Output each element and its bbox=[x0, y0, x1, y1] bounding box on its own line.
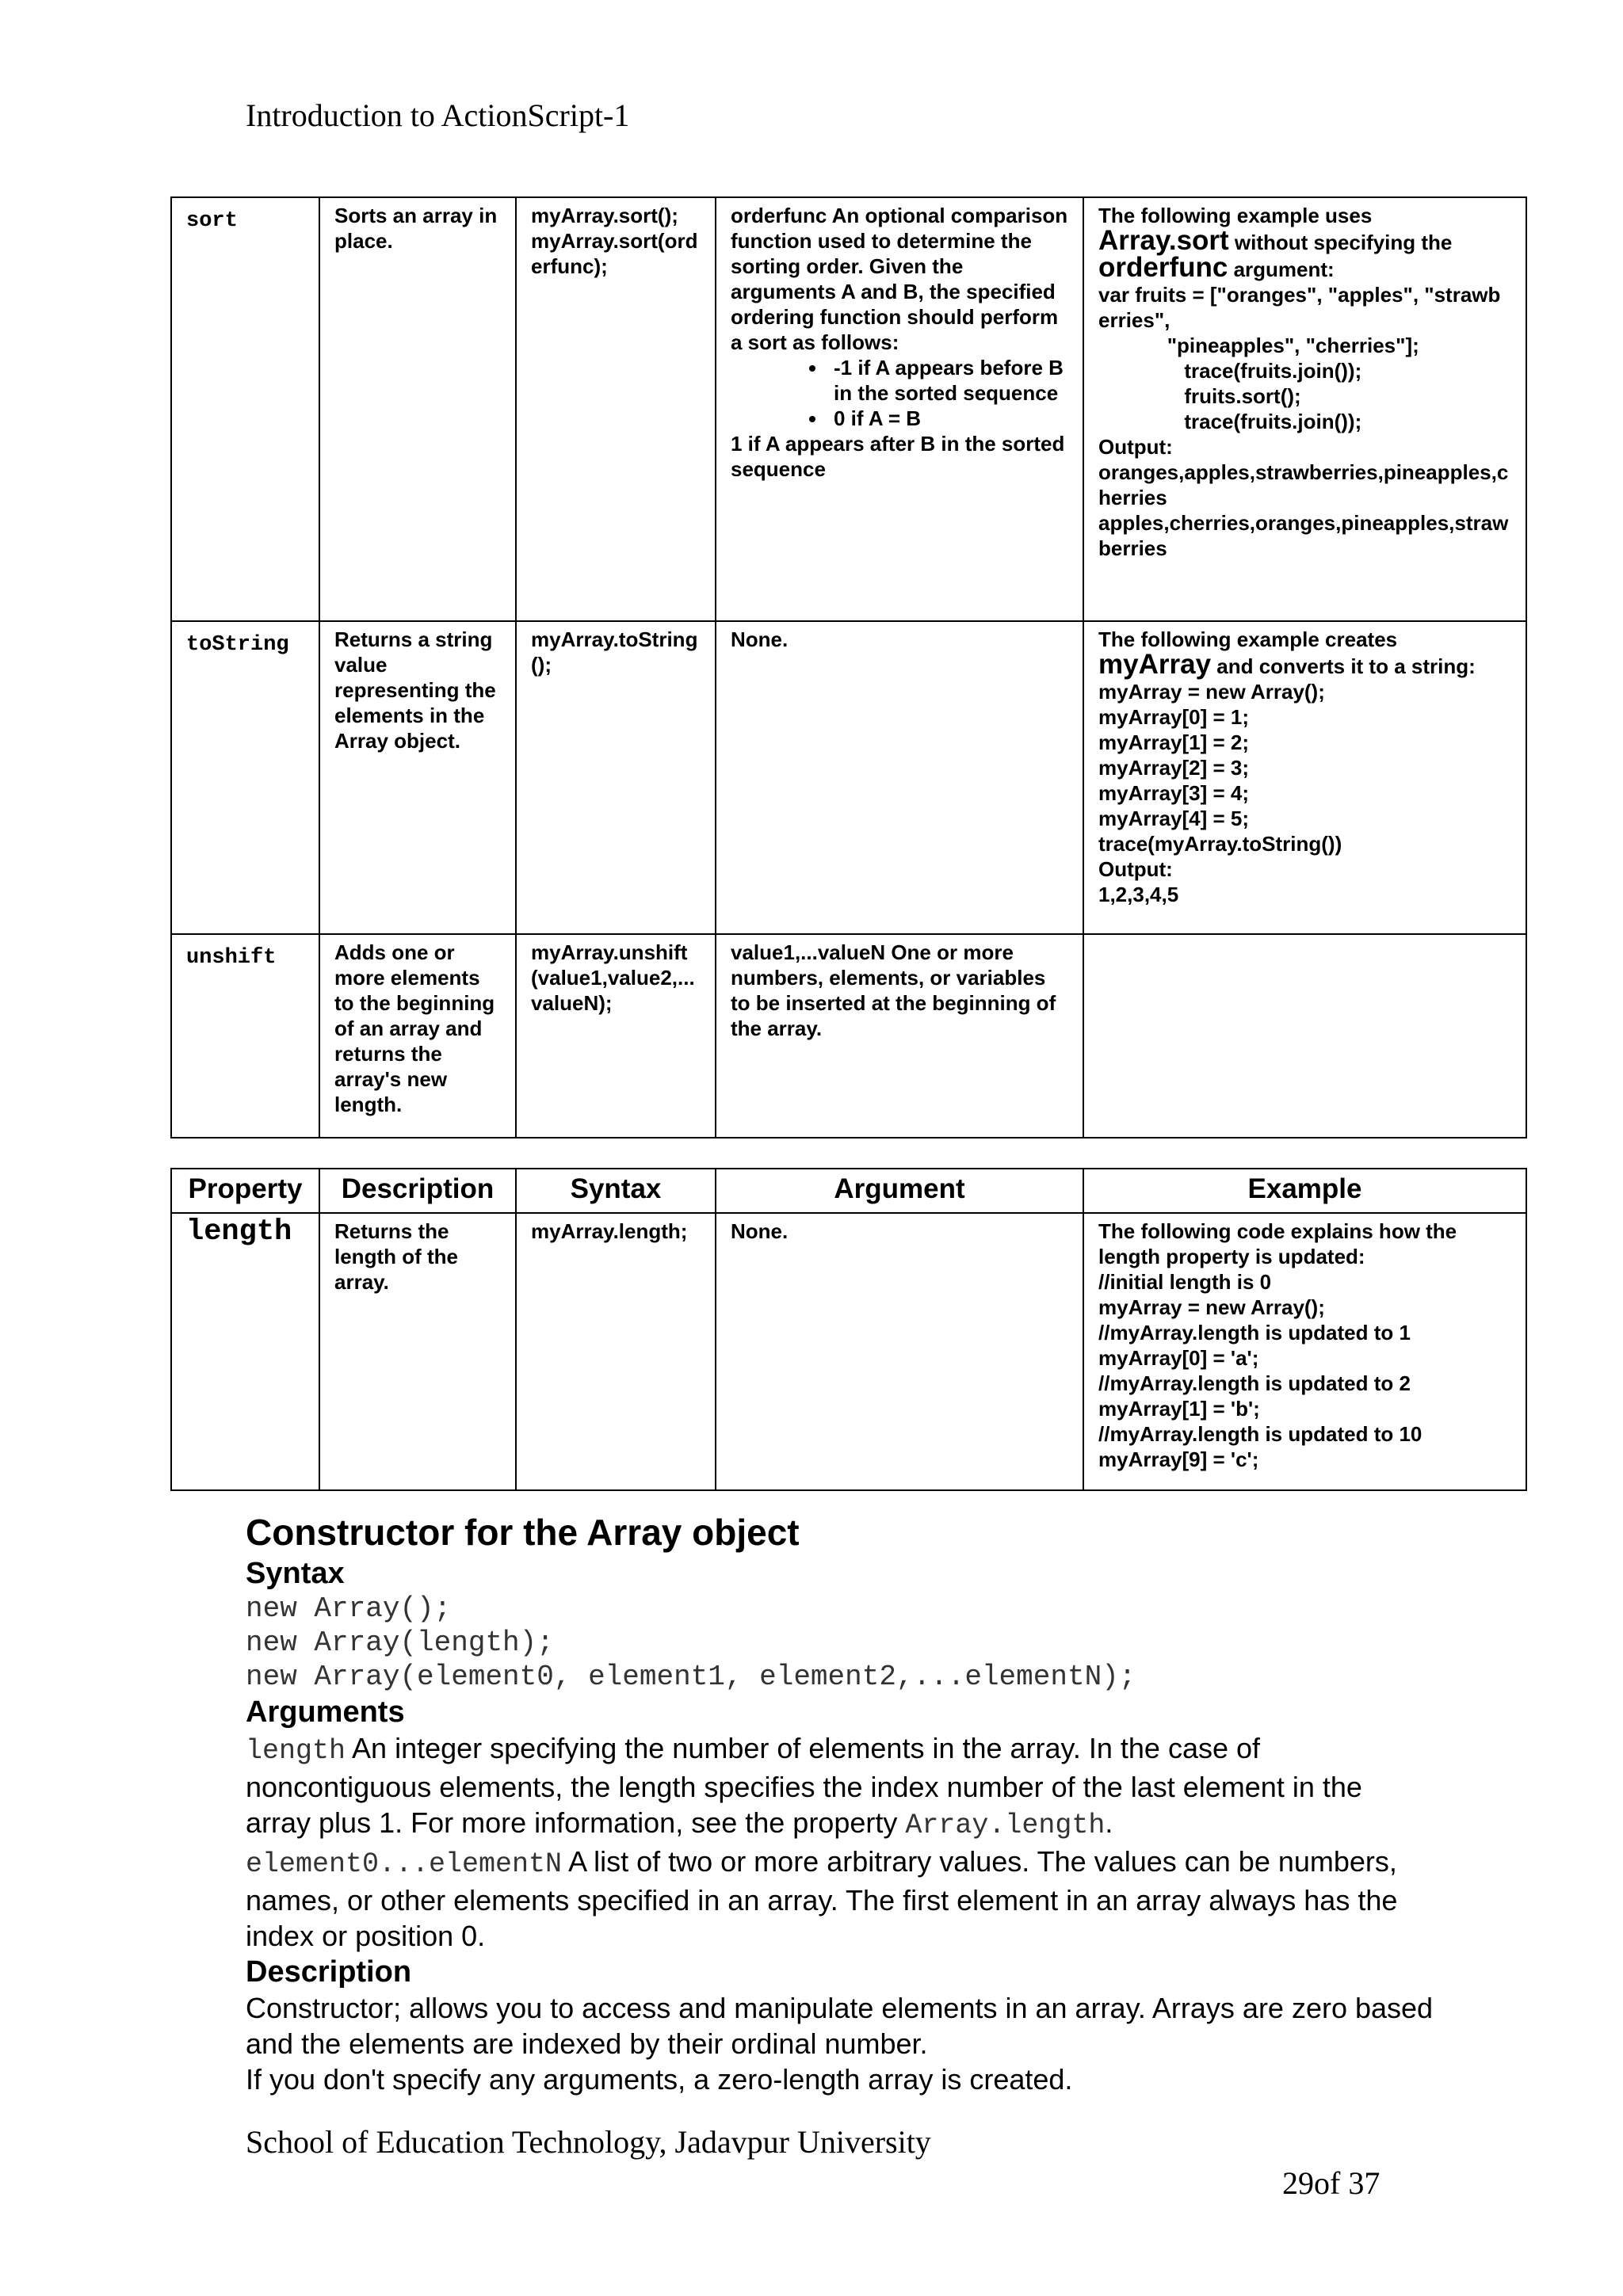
table-row bbox=[171, 1213, 1526, 1490]
method-example bbox=[1083, 621, 1526, 934]
argument-text: . bbox=[1105, 1806, 1113, 1839]
example-line bbox=[1098, 225, 1511, 256]
method-argument: None. bbox=[716, 621, 1083, 934]
column-header: Example bbox=[1083, 1169, 1526, 1213]
example-line bbox=[1098, 649, 1511, 680]
argument-bullets bbox=[731, 355, 1068, 431]
method-description: Returns a string value representing the elements in the Array object. bbox=[319, 621, 516, 934]
method-syntax: myArray.unshift(value1,value2,...valueN); bbox=[516, 934, 716, 1138]
method-syntax: myArray.sort(); myArray.sort(orderfunc); bbox=[516, 197, 716, 621]
property-argument: None. bbox=[716, 1213, 1083, 1490]
argument-outro: 1 if A appears after B in the sorted sequence bbox=[731, 432, 1065, 481]
method-example bbox=[1083, 197, 1526, 621]
argument-text: A list of two or more arbitrary values. The values can be numbers, names, or other elements specified in an array. The first element in an array always has the index or position 0. bbox=[246, 1845, 1398, 1952]
argument-reference: Array.length bbox=[905, 1810, 1106, 1841]
syntax-heading: Syntax bbox=[246, 1557, 345, 1590]
column-header: Description bbox=[319, 1169, 516, 1213]
example-line bbox=[1098, 252, 1511, 283]
table-row bbox=[171, 197, 1526, 621]
column-header: Syntax bbox=[516, 1169, 716, 1213]
argument-paragraph bbox=[246, 1844, 1434, 1954]
description-paragraph: Constructor; allows you to access and manipulate elements in an array. Arrays are zero based and the elements are indexed by their ordinal number. bbox=[246, 1992, 1434, 2060]
method-name: sort bbox=[171, 197, 319, 621]
method-name: toString bbox=[171, 621, 319, 934]
property-name: length bbox=[171, 1213, 319, 1490]
method-description: Adds one or more elements to the beginning of an array and returns the array's new length. bbox=[319, 934, 516, 1138]
method-name: unshift bbox=[171, 934, 319, 1138]
page-number: 29of 37 bbox=[1282, 2165, 1381, 2201]
section-title: Constructor for the Array object bbox=[246, 1512, 800, 1553]
syntax-line: new Array(); bbox=[246, 1592, 452, 1625]
example-keyword: Array.sort bbox=[1098, 225, 1229, 256]
method-argument bbox=[716, 197, 1083, 621]
table-header-row bbox=[171, 1169, 1526, 1213]
table-row bbox=[171, 621, 1526, 934]
argument-text: An integer specifying the number of elements in the array. In the case of noncontiguous elements, the length specifies the index number of the last element in the array plus 1. For more information, see the property bbox=[246, 1732, 1362, 1839]
syntax-line: new Array(element0, element1, element2,...elementN); bbox=[246, 1661, 1136, 1693]
example-code: myArray = new Array(); myArray[0] = 1; myArray[1] = 2; myArray[2] = 3; myArray[3] = 4; myArray[4] = 5; trace(myArray.toString()) Output: 1,2,3,4,5 bbox=[1098, 680, 1342, 906]
column-header: Argument bbox=[716, 1169, 1083, 1213]
argument-paragraph bbox=[246, 1730, 1434, 1844]
methods-table bbox=[170, 196, 1527, 1138]
example-intro: The following example uses bbox=[1098, 204, 1373, 227]
list-item: • -1 if A appears before B in the sorted sequence bbox=[827, 355, 1068, 406]
properties-table bbox=[170, 1168, 1527, 1491]
property-example: The following code explains how the length property is updated: //initial length is 0 myArray = new Array(); //myArray.length is updated to 1 myArray[0] = 'a'; //myArray.length is updated to 2 myArray[1] = 'b'; //myArray.length is updated to 10 myArray[9] = 'c'; bbox=[1083, 1213, 1526, 1490]
arguments-heading: Arguments bbox=[246, 1695, 405, 1729]
constructor-section bbox=[246, 1509, 1434, 2097]
table-row bbox=[171, 934, 1526, 1138]
argument-code: element0...elementN bbox=[246, 1848, 563, 1880]
example-text: argument: bbox=[1228, 257, 1335, 281]
method-example bbox=[1083, 934, 1526, 1138]
syntax-line: new Array(length); bbox=[246, 1627, 554, 1659]
page-header-title: Introduction to ActionScript-1 bbox=[246, 97, 630, 133]
list-item: • 0 if A = B bbox=[827, 406, 1068, 431]
argument-intro: orderfunc An optional comparison function used to determine the sorting order. Given the arguments A and B, the specified ordering function should perform a sort as follows: bbox=[731, 204, 1068, 354]
property-description: Returns the length of the array. bbox=[319, 1213, 516, 1490]
example-intro: The following example creates bbox=[1098, 627, 1398, 651]
example-code: var fruits = ["oranges", "apples", "strawberries", "pineapples", "cherries"]; trace(fruits.join()); fruits.sort(); trace(fruits.join()); Output: oranges,apples,strawberries,pineapples,cherries apples,cherries,oranges,pineapples,strawberries bbox=[1098, 283, 1509, 560]
column-header: Property bbox=[171, 1169, 319, 1213]
example-text: without specifying the bbox=[1228, 231, 1453, 254]
method-description: Sorts an array in place. bbox=[319, 197, 516, 621]
footer-school: School of Education Technology, Jadavpur University bbox=[246, 2124, 931, 2160]
argument-code: length bbox=[246, 1735, 346, 1767]
description-paragraph: If you don't specify any arguments, a zero-length array is created. bbox=[246, 2063, 1073, 2096]
example-keyword: myArray bbox=[1098, 649, 1212, 680]
example-keyword: orderfunc bbox=[1098, 252, 1228, 283]
method-syntax: myArray.toString(); bbox=[516, 621, 716, 934]
example-text: and converts it to a string: bbox=[1211, 654, 1476, 678]
description-heading: Description bbox=[246, 1955, 412, 1989]
property-syntax: myArray.length; bbox=[516, 1213, 716, 1490]
method-argument: value1,...valueN One or more numbers, elements, or variables to be inserted at the beginning of the array. bbox=[716, 934, 1083, 1138]
